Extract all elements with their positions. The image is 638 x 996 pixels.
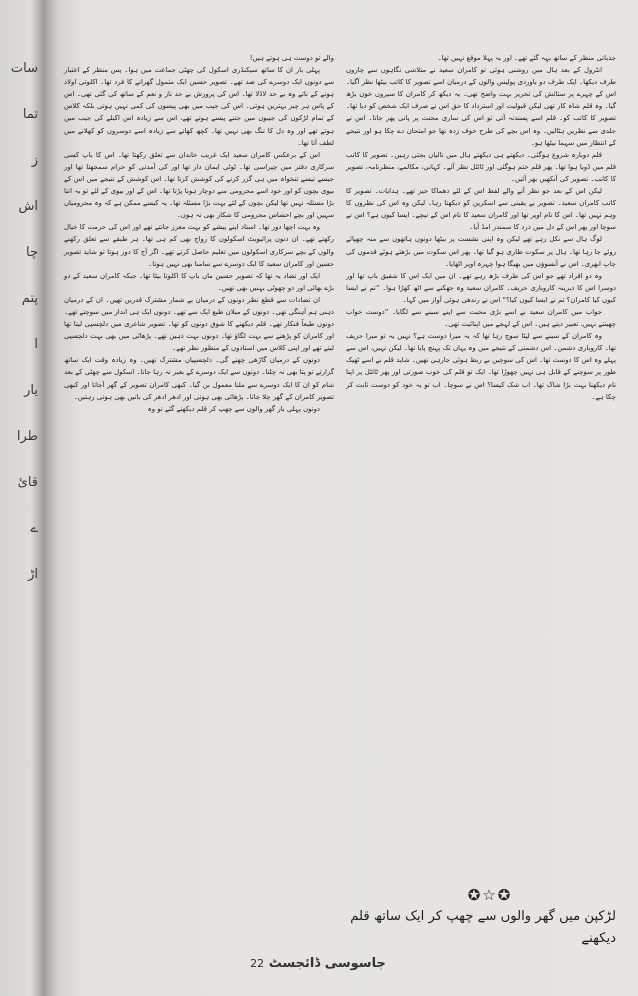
magazine-page <box>44 0 638 996</box>
article-paragraph: وہ کامران کے سینے سے لپٹا سوچ رہا تھا کہ یہ میرا دوست ہے؟ نہیں یہ تو میرا حریف تھا۔ کاروباری دشمن۔ اس دشمنی کے نتیجے میں وہ یہاں تک پہنچ پایا تھا۔ لیکن نہیں، اس سے پہلے وہ اس کا دوست تھا۔ اس کی سوچیں بے ربط ہوئی جارہی تھیں۔ شاید قلم نے اسے ٹھیک طور پر سوچنے کے قابل ہی نہیں چھوڑا تھا۔ ایک تو قلم کی خوب صورتی اور پھر ٹائٹل پر اپنا نام دیکھنا بہت بڑا شاک تھا۔ اب شک کیسا؟ اس نے سوچا۔ اب تو یہ خود کو دوست ثابت کر چکا ہے۔ <box>346 332 616 401</box>
article-paragraph: دونوں پہلی بار گھر والوں سے چھپ کر قلم دیکھنے گئے تو وہ <box>147 404 320 413</box>
adjacent-page-fragment: قائ <box>17 475 38 490</box>
adjacent-page-fragment: ا <box>34 337 38 352</box>
article-paragraph: والے تو دوست ہی ہوتے ہیں! <box>249 54 334 62</box>
page-footer <box>228 956 408 971</box>
article-paragraph: جذباتی منظر کے ساتھ بہہ گئے تھے۔ اور یہ پہلا موقع نہیں تھا۔ <box>437 54 616 62</box>
article-paragraph: وہ بہت اچھا دور تھا۔ استاد اپنے پیشے کو بہت معزز جانتے تھے اور اس کی حرمت کا خیال رکھتے تھے۔ ان دنوں پرائیویٹ اسکولوں کا رواج بھی کم ہی تھا۔ ہر طبقے سے تعلق رکھنے والوں کے بچے سرکاری اسکولوں میں تعلیم حاصل کرتے تھے۔ اگر آج کا دور ہوتا تو شاید تصویر حسین اور کامران سعید کا ایک دوسرے سے سامنا بھی نہیں ہوتا۔ <box>64 223 334 268</box>
adjacent-page-fragment: ے <box>30 521 38 536</box>
section-break-ornament: ✪☆✪ <box>467 886 513 904</box>
adjacent-page-fragment: طرا <box>16 429 38 444</box>
right-column-last-line: لڑکپن میں گھر والوں سے چھپ کر ایک ساتھ قلم دیکھنے <box>350 909 616 946</box>
adjacent-page-edge <box>0 0 44 996</box>
article-paragraph: قلم دوبارہ شروع ہوگئی۔ دیکھتے ہی دیکھتے ہال میں تالیاں بجتی رہیں۔ تصویر کا کاتب قلم میں ڈوبا ہوا تھا۔ پھر قلم ختم ہوگئی اور ٹائٹل نظر آئے۔ کہانی، مکالمے، منظرنامہ، تصویر کا کاتب۔ تصویر کی آنکھیں بھر آئیں۔ <box>346 150 616 183</box>
right-column <box>346 52 616 952</box>
article-paragraph: پہلی بار ان کا ساتھ سیکنڈری اسکول کی چھٹی جماعت میں ہوا۔ پس منظر کے اعتبار سے دونوں ایک دوسرے کی ضد تھے۔ تصویر حسین ایک متمول گھرانے کا فرد تھا۔ اکلوتی اولاد ہونے کے ناتے وہ بے حد لاڈلا تھا۔ اس کی پرورش بے حد ناز و نعم کے ساتھ کی گئی تھی۔ اس کے پاس ہر چیز بہترین ہوتی۔ اس کی جیب میں بھی پیسوں کی کمی نہیں ہوتی بلکہ کلاس کے تمام لڑکوں کی جیبوں میں جتنے پیسے ہوتے تھے، اس سے زیادہ اس اکیلے کی جیب میں ہوتے تھے اور وہ دل کا تنگ بھی نہیں تھا۔ کچھ کھانے سے زیادہ اسے دوسروں کو کھلانے میں لطف آتا تھا۔ <box>64 66 334 147</box>
article-paragraph: دونوں کے درمیان گاڑھی چھنے گی۔ دلچسپیاں مشترک تھیں۔ وہ زیادہ وقت ایک ساتھ گزارتے تو پتا بھی نہ چلتا۔ دونوں سے ایک دوسرے کے بغیر نہ رہا جاتا۔ اسکول سے چھٹی کے بعد شام کو ان کا ایک دوسرے سے ملنا معمول بن گیا۔ کبھی کامران تصویر کے گھر آجاتا اور کبھی تصویر کامران کے گھر چلا جاتا۔ پڑھائی بھی ہوتی اور ادھر ادھر کی باتیں بھی ہوتی رہتیں۔ <box>64 356 334 401</box>
adjacent-page-fragment: ز <box>31 153 38 168</box>
article-paragraph: اس کے برعکس کامران سعید ایک غریب خاندان سے تعلق رکھتا تھا۔ اس کا باپ کسی سرکاری دفتر میں چپراسی تھا۔ ٹوٹی ایمان دار تھا اور کی آمدنی کو حرام سمجھتا تھا اور جیسے تیسے تنخواہ میں ہی گزر کرنے کی کوشش کرتا تھا۔ اس کوشش کے نتیجے میں اس کے بیوی بچوں کو اور خود اسے محرومی سے دوچار ہونا پڑتا تھا۔ اس کے اور بیوی کے لئے تو یہ اتنا بڑا مسئلہ نہیں تھا لیکن بچوں کے لئے بہت بڑا مسئلہ تھا۔ یہ کیسے ممکن ہے کہ وہ محرومیاں سہیں اور بچے احساس محرومی کا شکار بھی نہ ہوں۔ <box>64 150 334 220</box>
article-paragraph: ان تضادات سے قطع نظر دونوں کے درمیان بے شمار مشترک قدریں تھیں۔ ان کے درمیان ذہنی ہم آہنگی تھی۔ دونوں کے میلان طبع ایک سے تھے۔ دونوں ایک ہی انداز میں سوچتے تھے۔ دونوں طبعاً فنکار تھے۔ قلم دیکھنے کا شوق دونوں کو تھا۔ تصویر شاعری میں دلچسپی لیتا تھا اور کامران کو پڑھنے سے بہت لگاؤ تھا۔ دونوں بہت ذہین تھے۔ پڑھائی میں بھی بہت دلچسپی لیتے تھے اور اپنی کلاس میں استادوں کے منظور نظر تھے۔ <box>64 295 334 353</box>
page-number: 22 <box>250 957 265 970</box>
adjacent-page-fragment: سات <box>10 61 38 76</box>
adjacent-page-fragment: پتم <box>21 291 38 306</box>
article-paragraph: لوگ ہال سے نکل رہے تھے لیکن وہ اپنی نشست پر بیٹھا دونوں ہاتھوں سے منہ چھپائے روئے جا رہا تھا۔ ہال پر سکوت طاری ہو گیا تھا۔ پھر اس سکوت میں بڑھتے ہوئے قدموں کی چاپ ابھری۔ اس نے آنسوؤں میں بھیگا ہوا چہرہ اوپر اٹھایا۔ <box>346 235 616 268</box>
adjacent-page-fragment: چا <box>26 245 38 260</box>
magazine-name: جاسوسی ڈائجسٹ <box>268 956 386 971</box>
left-column <box>64 52 334 952</box>
article-paragraph: انٹرول کے بعد ہال میں روشنی ہوئی تو کامران سعید نے متلاشی نگاہوں سے چاروں طرف دیکھا۔ ایک طرف دو باوردی پولیس والوں کے درمیان اسے تصویر کا کاتب بیٹھا نظر آگیا۔ اس کے چہرے پر ستائش کی تحریر بہت واضح تھی۔ یہ دیکھ کر کامران کا سیروں خون بڑھ گیا۔ وہ قلم شاہ کار تھی لیکن قبولیت اور استرداد کا حق اس نے صرف ایک شخص کو دیا تھا۔ تصویر کا کاتب کو۔ قلم اسے پسندنہ آتی تو اس کی ساری محنت پر پانی پھر جاتا۔ اس نے جلدی سے نظریں ہٹالیں۔ وہ اس بچے کی طرح خوف زدہ تھا جو امتحان دے چکا ہو اور نتیجے کے انتظار میں سہما بیٹھا ہو۔ <box>346 66 616 147</box>
adjacent-page-fragment: یار <box>24 383 38 398</box>
adjacent-page-fragment: اڑ <box>28 567 38 582</box>
adjacent-page-fragment: تما <box>22 107 38 122</box>
article-paragraph: لیکن اس کے بعد جو نظر آنے والے لفظ اس کے لئے دھماکا خیز تھے۔ ہدایات۔ تصویر کا کاتب کامران سعید۔ تصویر بے یقینی سے اسکرین کو دیکھتا رہا۔ لیکن وہ اس کی نظروں کا وہم نہیں تھا۔ اس کا نام اوپر تھا اور کامران سعید کا نام اس کے نیچے۔ ایسا کیوں ہے؟ اس نے سوچا اور پھر اس کے دل میں درد کا سمندر امڈ آیا۔ <box>346 187 616 232</box>
article-paragraph: ایک اور تضاد یہ تھا کہ تصویر حسین ماں باپ کا اکلوتا بیٹا تھا۔ جبکہ کامران سعید کے دو بڑے بھائی اور دو چھوٹی بہنیں بھی تھیں۔ <box>64 271 334 292</box>
article-paragraph: وہ دو افراد تھے جو اس کی طرف بڑھ رہے تھے۔ ان میں ایک اس کا شفیق باپ تھا اور دوسرا اس کا دیرینہ کاروباری حریف۔ کامران سعید وہ جھکنے سے اٹھ کھڑا ہوا۔ ”تم نے ایسا کیوں کیا کامران؟ تم نے ایسا کیوں کیا؟“ اس نے رندھی ہوئی آواز میں کہا۔ <box>346 271 616 304</box>
adjacent-page-fragment: اش <box>18 199 38 214</box>
article-paragraph: جواب میں کامران سعید نے اسے بڑی محبت سے اپنے سینے سے لگایا۔ ”دوست خواب چھینتے نہیں، تعبیر دیتے ہیں۔ اس کے لہجے میں اپنائیت تھی۔ <box>346 307 616 329</box>
